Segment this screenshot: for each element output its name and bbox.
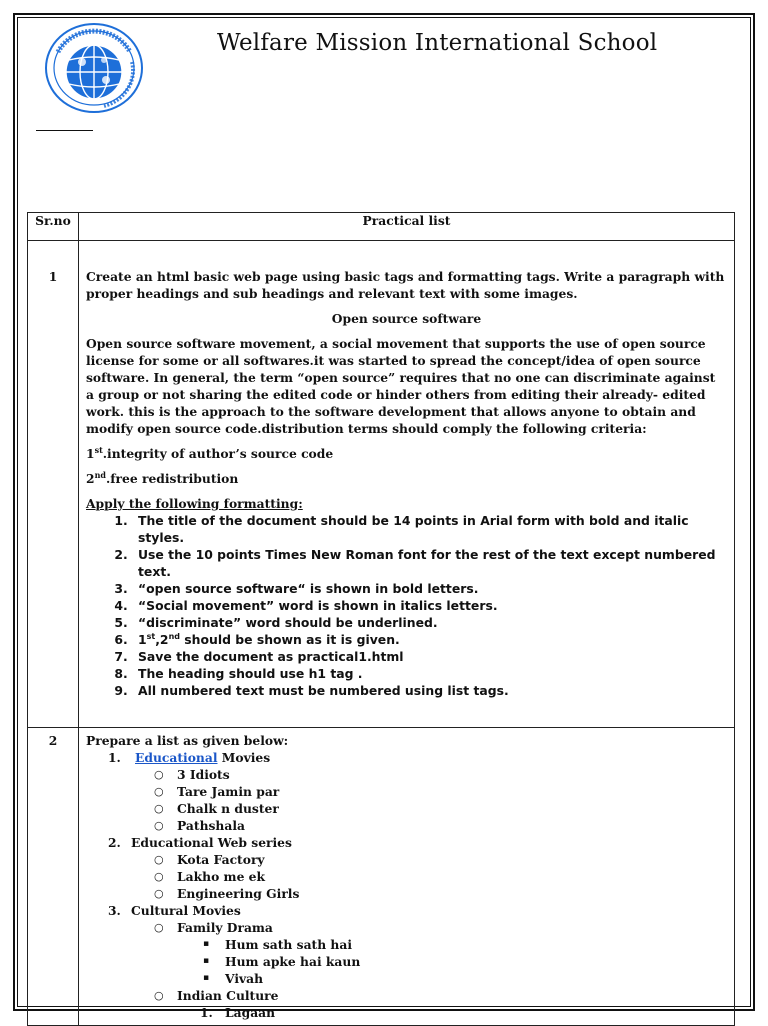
practical-1-subheading: Open source software <box>331 311 482 326</box>
list-item-label: Family Drama <box>177 920 273 935</box>
list-item-label: Lakho me ek <box>177 869 266 884</box>
movie-list <box>86 749 727 766</box>
list-item <box>86 783 727 800</box>
list-item-label: Chalk n duster <box>177 801 279 816</box>
practical-list-table <box>27 212 735 1026</box>
list-item: 8. The heading should use h1 tag . <box>132 665 727 682</box>
item6-second-sup: nd <box>168 631 180 641</box>
educational-link[interactable]: Educational <box>135 750 218 765</box>
list-item <box>86 953 727 970</box>
web-series-list <box>86 851 727 902</box>
square-bullet-icon: ▪ <box>203 973 210 983</box>
list-item-label: Cultural Movies <box>131 903 241 918</box>
school-name-heading: Welfare Mission International School <box>217 30 658 56</box>
list-item <box>86 834 727 851</box>
list-item: 5. “discriminate” word should be underlined. <box>132 614 727 631</box>
srno-header: Sr.no <box>28 213 79 241</box>
circle-bullet-icon: ○ <box>154 870 164 883</box>
square-bullet-icon: ▪ <box>203 939 210 949</box>
practical-list-header: Practical list <box>79 213 735 241</box>
list-item-label: 3 Idiots <box>177 767 230 782</box>
list-item <box>86 936 727 953</box>
list-item <box>86 817 727 834</box>
list-item <box>86 885 727 902</box>
list-item: 7. Save the document as practical1.html <box>132 648 727 665</box>
practical-1-content <box>79 241 735 728</box>
list-marker: 2. <box>108 835 121 850</box>
cultural-movies-group <box>86 902 727 919</box>
list-item <box>86 851 727 868</box>
family-drama-list <box>86 936 727 987</box>
item6-first-sup: st <box>146 631 156 641</box>
criteria-2-text: .free redistribution <box>105 471 239 486</box>
list-item <box>86 902 727 919</box>
list-item-label: Hum apke hai kaun <box>225 954 361 969</box>
list-item-label: Movies <box>217 750 271 765</box>
list-item-label: Educational Web series <box>131 835 292 850</box>
list-item <box>86 868 727 885</box>
criteria-1-text: .integrity of author’s source code <box>102 446 334 461</box>
practical-2-content <box>79 728 735 1026</box>
indian-culture-group <box>86 987 727 1004</box>
table-header-row <box>28 213 735 241</box>
criteria-2-num: 2 <box>86 471 95 486</box>
item6-rest: should be shown as it is given. <box>179 632 400 647</box>
web-series-group <box>86 834 727 851</box>
indian-culture-list <box>86 1004 727 1021</box>
list-item <box>86 1004 727 1021</box>
list-item: 2. Use the 10 points Times New Roman font for the rest of the text except numbered text. <box>132 546 727 580</box>
list-item <box>86 749 727 766</box>
list-item-label: Pathshala <box>177 818 245 833</box>
criteria-2-sup: nd <box>94 469 106 480</box>
practical-2-intro: Prepare a list as given below: <box>86 733 289 748</box>
list-marker: 3. <box>108 903 121 918</box>
list-item <box>86 919 727 936</box>
row-number: 1 <box>28 241 79 728</box>
list-item: 3. “open source software“ is shown in bold letters. <box>132 580 727 597</box>
list-item-label: Vivah <box>225 971 264 986</box>
educational-movies-list <box>86 766 727 834</box>
item6-second: ,2 <box>155 632 169 647</box>
list-item-label: Kota Factory <box>177 852 265 867</box>
school-logo <box>44 22 144 114</box>
circle-bullet-icon: ○ <box>154 853 164 866</box>
formatting-list <box>86 512 727 699</box>
list-item <box>86 800 727 817</box>
list-item: 9. All numbered text must be numbered using list tags. <box>132 682 727 699</box>
circle-bullet-icon: ○ <box>154 921 164 934</box>
list-item-label: Lagaan <box>225 1005 276 1020</box>
list-marker: 1. <box>200 1005 213 1020</box>
criteria-1-num: 1 <box>86 446 95 461</box>
square-bullet-icon: ▪ <box>203 956 210 966</box>
circle-bullet-icon: ○ <box>154 802 164 815</box>
list-item: 4. “Social movement” word is shown in italics letters. <box>132 597 727 614</box>
list-item-label: Engineering Girls <box>177 886 300 901</box>
practical-1-intro: Create an html basic web page using basic tags and formatting tags. Write a paragraph with proper headings and sub headings and relevant text with some images. <box>86 269 725 301</box>
criteria-point-2 <box>86 470 727 487</box>
list-marker: 1. <box>108 750 121 765</box>
list-item <box>86 970 727 987</box>
criteria-1-sup: st <box>94 444 103 455</box>
circle-bullet-icon: ○ <box>154 785 164 798</box>
list-item-label: Tare Jamin par <box>177 784 280 799</box>
criteria-point-1 <box>86 445 727 462</box>
list-item: 1. The title of the document should be 14 points in Arial form with bold and italic styles. <box>132 512 727 546</box>
cultural-subgroups <box>86 919 727 936</box>
circle-bullet-icon: ○ <box>154 989 164 1002</box>
list-item <box>86 766 727 783</box>
list-item <box>86 987 727 1004</box>
practical-1-paragraph: Open source software movement, a social movement that supports the use of open source license for some or all softwares.it was started to spread the concept/idea of open source software. In general, the term “open source” requires that no one can discriminate against a group or not sharing the edited code or hinder others from editing their already- edited work. this is the approach to the software development that allows anyone to obtain and modify open source code.distribution terms should comply the following criteria: <box>86 336 716 436</box>
row-number: 2 <box>28 728 79 1026</box>
item6-first: 1 <box>138 632 147 647</box>
list-item-label: Hum sath sath hai <box>225 937 353 952</box>
circle-bullet-icon: ○ <box>154 819 164 832</box>
table-row <box>28 241 735 728</box>
circle-bullet-icon: ○ <box>154 768 164 781</box>
circle-bullet-icon: ○ <box>154 887 164 900</box>
formatting-heading: Apply the following formatting: <box>86 496 303 511</box>
table-row <box>28 728 735 1026</box>
list-item <box>132 631 727 648</box>
list-item-label: Indian Culture <box>177 988 279 1003</box>
signature-line <box>36 130 93 131</box>
